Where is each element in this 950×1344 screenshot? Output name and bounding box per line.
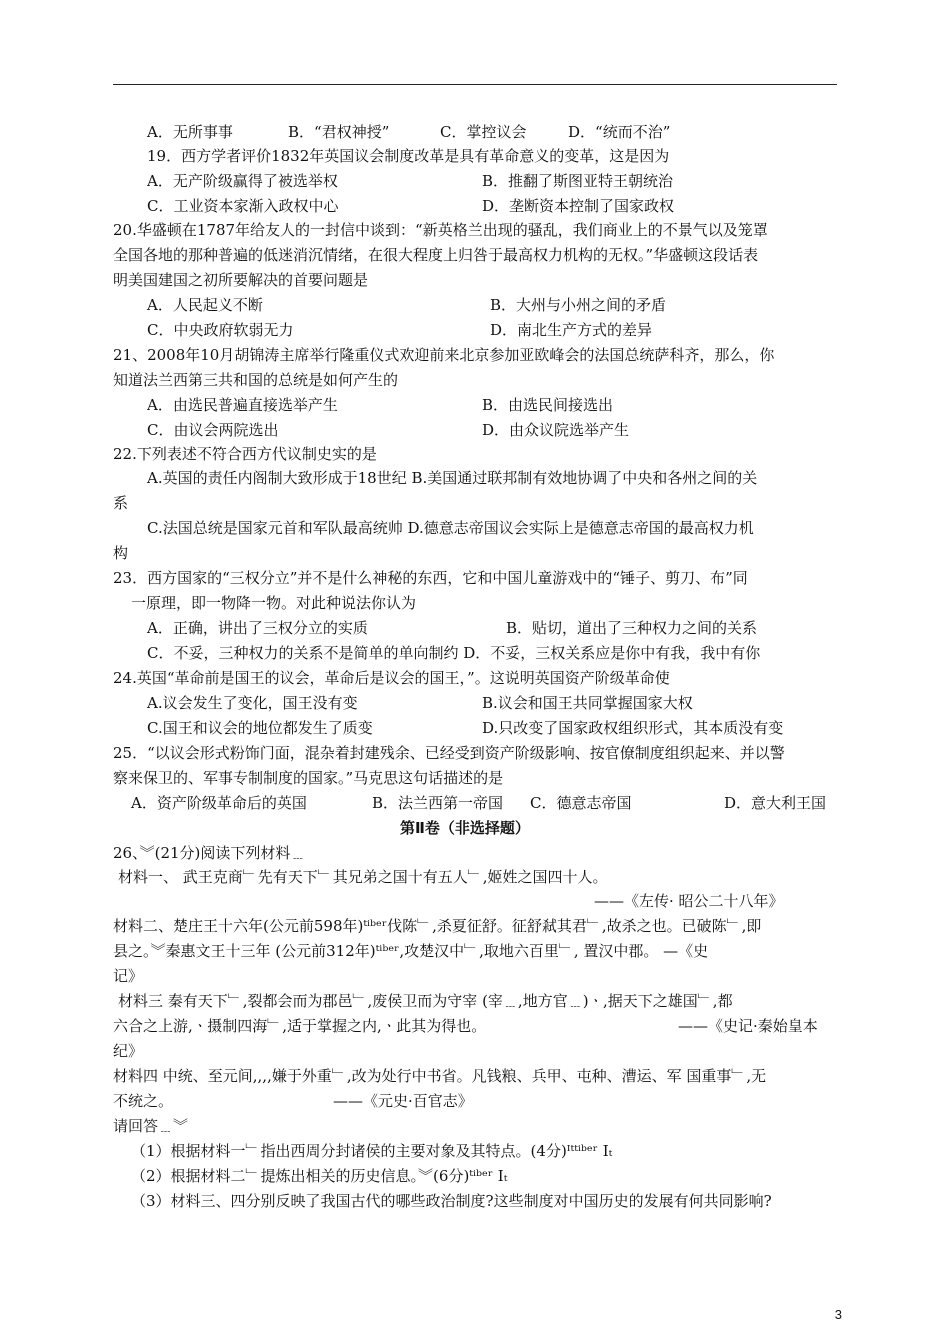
q18-option-a: A．无所事事 bbox=[147, 123, 233, 141]
q19-option-c: C．工业资本家渐入政权中心 bbox=[147, 197, 339, 215]
q22-options-cd-cont: 构 bbox=[113, 544, 129, 562]
q25-option-d: D．意大利王国 bbox=[724, 794, 827, 812]
q19-option-a: A．无产阶级赢得了被选举权 bbox=[147, 172, 338, 190]
section-title: 第Ⅱ卷（非选择题） bbox=[400, 819, 530, 837]
q21-option-d: D．由众议院选举产生 bbox=[482, 421, 630, 439]
q26-subquestion-1: （1）根据材料一﹂指出西周分封诸侯的主要对象及其特点。(4分)ᴵᵗᵗⁱᵇᵉʳ Iₜ bbox=[131, 1142, 613, 1160]
q26-material-1-source: ——《左传· 昭公二十八年》 bbox=[594, 892, 784, 910]
q24-option-a: A.议会发生了变化，国王没有变 bbox=[147, 694, 358, 712]
q20-stem-3: 明美国建国之初所要解决的首要问题是 bbox=[113, 271, 369, 289]
q26-material-2-line-3: 记》 bbox=[113, 967, 144, 985]
q20-option-b: B．大州与小州之间的矛盾 bbox=[490, 296, 667, 314]
q26-material-3-line-2: 六合之上游,ㆍ摄制四海﹂,适于掌握之内,ㆍ此其为得也。 bbox=[113, 1017, 487, 1035]
q23-stem-1: 23．西方国家的“三权分立”并不是什么神秘的东西，它和中国儿童游戏中的“锤子、剪刀、布”同 bbox=[113, 569, 748, 587]
q23-stem-2: 一原理，即一物降一物。对此种说法你认为 bbox=[131, 594, 417, 612]
q25-option-c: C．德意志帝国 bbox=[530, 794, 632, 812]
q23-options-cd: C．不妥，三种权力的关系不是简单的单向制约 D．不妥，三权关系应是你中有我，我中有你 bbox=[147, 644, 761, 662]
q20-option-c: C．中央政府软弱无力 bbox=[147, 321, 294, 339]
q19-option-b: B．推翻了斯图亚特王朝统治 bbox=[482, 172, 674, 190]
q24-option-d: D.只改变了国家政权组织形式，其本质没有变 bbox=[482, 719, 784, 737]
q19-stem: 19．西方学者评价1832年英国议会制度改革是具有革命意义的变革，这是因为 bbox=[147, 147, 670, 165]
q20-stem-2: 全国各地的那种普遍的低迷消沉情绪，在很大程度上归咎于最高权力机构的无权。”华盛顿这段话表 bbox=[113, 246, 759, 264]
q21-option-c: C．由议会两院选出 bbox=[147, 421, 279, 439]
q26-material-1: 材料一、 武王克商﹂先有天下﹂其兄弟之国十有五人﹂,姬姓之国四十人。 bbox=[118, 868, 608, 886]
q25-stem-1: 25．“以议会形式粉饰门面，混杂着封建残余、已经受到资产阶级影响、按官僚制度组织起来、并以警 bbox=[113, 744, 785, 762]
q24-option-b: B.议会和国王共同掌握国家大权 bbox=[482, 694, 693, 712]
q24-option-c: C.国王和议会的地位都发生了质变 bbox=[147, 719, 373, 737]
q26-material-4-source: ——《元史·百官志》 bbox=[333, 1092, 473, 1110]
q24-stem: 24.英国“革命前是国王的议会，革命后是议会的国王，”。这说明英国资产阶级革命使 bbox=[113, 669, 670, 687]
q26-subquestion-3: （3）材料三、四分别反映了我国古代的哪些政治制度?这些制度对中国历史的发展有何共同影响? bbox=[131, 1192, 772, 1210]
q26-material-2-line-2: 县之。︾秦惠文王十三年 (公元前312年)ᵗⁱᵇᵉʳ,攻楚汉中﹂,取地六百里﹂, 置汉中郡。 —《史 bbox=[113, 942, 709, 960]
q26-subquestion-2: （2）根据材料二﹂提炼出相关的历史信息。︾(6分)ᵗⁱᵇᵉʳ Iₜ bbox=[131, 1167, 508, 1185]
header-rule bbox=[113, 84, 837, 85]
q25-stem-2: 察来保卫的、军事专制制度的国家。”马克思这句话描述的是 bbox=[113, 769, 504, 787]
q21-stem-2: 知道法兰西第三共和国的总统是如何产生的 bbox=[113, 371, 399, 389]
q20-stem-1: 20.华盛顿在1787年给友人的一封信中谈到：“新英格兰出现的骚乱，我们商业上的不景气以及笼罩 bbox=[113, 221, 768, 239]
q26-material-3-line-3: 纪》 bbox=[113, 1042, 144, 1060]
q21-option-a: A．由选民普遍直接选举产生 bbox=[147, 396, 338, 414]
q23-option-b: B．贴切，道出了三种权力之间的关系 bbox=[506, 619, 758, 637]
q22-stem: 22.下列表述不符合西方代议制史实的是 bbox=[113, 445, 377, 463]
q26-material-2-line-1: 材料二、楚庄王十六年(公元前598年)ᵗⁱᵇᵉʳ伐陈﹂,杀夏征舒。征舒弒其君﹂,故杀之也。已破陈﹂,即 bbox=[113, 917, 762, 935]
q18-option-d: D．“统而不治” bbox=[568, 123, 671, 141]
q18-option-c: C．掌控议会 bbox=[440, 123, 527, 141]
q26-material-3-source: ——《史记·秦始皇本 bbox=[678, 1017, 818, 1035]
q26-material-3-line-1: 材料三 秦有天下﹂,裂都会而为郡邑﹂,废侯卫而为守宰 (宰﹍,地方官﹍)ㆍ,据天下之雄国﹂,都 bbox=[118, 992, 733, 1010]
q18-option-b: B．“君权神授” bbox=[288, 123, 390, 141]
q25-option-b: B．法兰西第一帝国 bbox=[372, 794, 504, 812]
q20-option-d: D．南北生产方式的差异 bbox=[490, 321, 653, 339]
q19-option-d: D．垄断资本控制了国家政权 bbox=[482, 197, 675, 215]
q22-options-cd: C.法国总统是国家元首和军队最高统帅 D.德意志帝国议会实际上是德意志帝国的最高权力机 bbox=[147, 519, 754, 537]
q26-material-4-line-2: 不统之。 bbox=[113, 1092, 174, 1110]
q26-material-4-line-1: 材料四 中统、至元间,,,,嫌于外重﹂,改为处行中书省。凡钱粮、兵甲、屯种、漕运、军 国重事﹂,无 bbox=[113, 1067, 767, 1085]
q22-options-ab-cont: 系 bbox=[113, 494, 129, 512]
q21-option-b: B．由选民间接选出 bbox=[482, 396, 614, 414]
q23-option-a: A．正确，讲出了三权分立的实质 bbox=[147, 619, 368, 637]
q25-option-a: A．资产阶级革命后的英国 bbox=[131, 794, 307, 812]
q26-ask: 请回答﹍︾ bbox=[113, 1117, 189, 1135]
page-number: 3 bbox=[834, 1307, 842, 1322]
q26-stem: 26、︾(21分)阅读下列材料﹍ bbox=[113, 844, 306, 862]
q20-option-a: A．人民起义不断 bbox=[147, 296, 263, 314]
q22-options-ab: A.英国的责任内阁制大致形成于18世纪 B.美国通过联邦制有效地协调了中央和各州之间的关 bbox=[147, 469, 758, 487]
q21-stem-1: 21、2008年10月胡锦涛主席举行隆重仪式欢迎前来北京参加亚欧峰会的法国总统萨科齐，那么，你 bbox=[113, 346, 775, 364]
